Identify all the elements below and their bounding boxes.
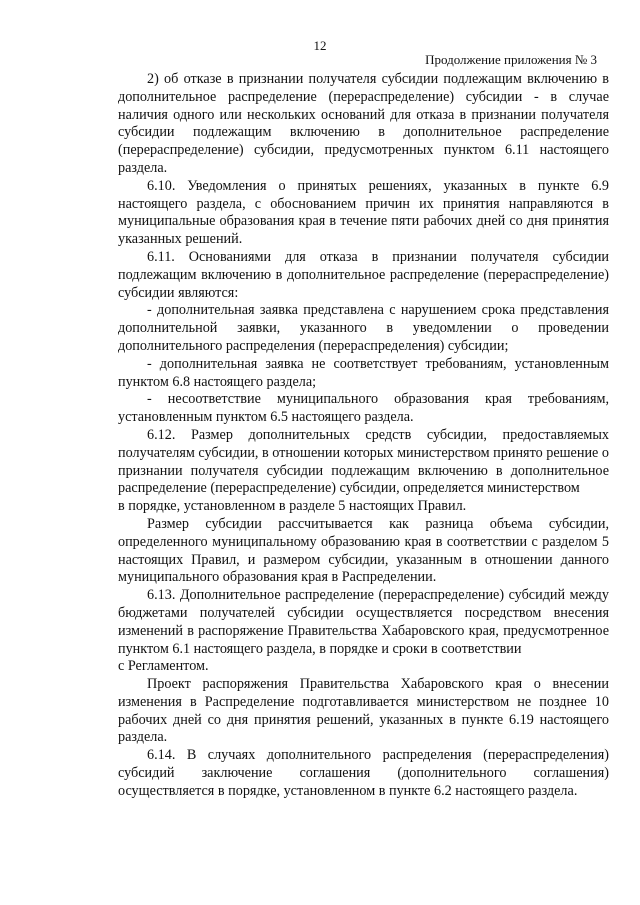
paragraph-6-14: 6.14. В случаях дополнительного распределения (перераспределения) субсидий заключение соглашения (дополнительного соглашения) осуществляется в порядке, установленном в пункте 6.2 настоящего раздела.	[118, 747, 609, 799]
refusal-ground-deadline: - дополнительная заявка представлена с нарушением срока представления дополнительной заявки, указанного в уведомлении о проведении дополнительного распределения (перераспределения) субсидии;	[118, 302, 609, 354]
paragraph-6-13: 6.13. Дополнительное распределение (перераспределение) субсидий между бюджетами получателей субсидии осуществляется посредством внесения изменений в распоряжение Правительства Хабаровского края, предусмотренное пунктом 6.1 настоящего раздела, в порядке и сроки в соответствии	[118, 587, 609, 657]
document-body	[118, 71, 609, 801]
paragraph-6-11: 6.11. Основаниями для отказа в признании получателя субсидии подлежащим включению в дополнительное распределение (перераспределение) субсидии являются:	[118, 248, 609, 301]
paragraph-6-10: 6.10. Уведомления о принятых решениях, указанных в пункте 6.9 настоящего раздела, с обоснованием причин их принятия направляются в муниципальные образования края в течение пяти рабочих дней со дня принятия указанных решений.	[118, 177, 609, 248]
paragraph-6-12: 6.12. Размер дополнительных средств субсидии, предоставляемых получателям субсидии, в отношении которых министерством принято решение о признании получателя субсидии подлежащим включению в дополнительное распределение (перераспределение) субсидии, определяется министерством	[118, 426, 609, 497]
paragraph-subsidy-calculation: Размер субсидии рассчитывается как разница объема субсидии, определенного муниципальному образованию края в соответствии с разделом 5 настоящих Правил, и размером субсидии, указанным в отношении данного муниципального образования края в Распределении.	[118, 515, 609, 586]
paragraph-6-13-continuation: с Регламентом.	[118, 658, 209, 675]
page-number: 12	[313, 38, 327, 53]
paragraph-6-12-continuation: в порядке, установленном в разделе 5 настоящих Правил.	[118, 498, 467, 515]
refusal-ground-requirements: - дополнительная заявка не соответствует требованиям, установленным пунктом 6.8 настоящего раздела;	[118, 355, 609, 390]
appendix-continuation-note: Продолжение приложения № 3	[425, 52, 597, 67]
paragraph-draft-order: Проект распоряжения Правительства Хабаровского края о внесении изменения в Распределение подготавливается министерством не позднее 10 рабочих дней со дня принятия решений, указанных в пункте 6.19 настоящего раздела.	[118, 676, 609, 746]
paragraph-item-2-refusal: 2) об отказе в признании получателя субсидии подлежащим включению в дополнительное распределение (перераспределение) субсидии - в случае наличия одного или нескольких оснований для отказа в признании получателя субсидии подлежащим включению в дополнительное распределение (перераспределение) субсидии, предусмотренных пунктом 6.11 настоящего раздела.	[118, 71, 609, 176]
refusal-ground-municipality: - несоответствие муниципального образования края требованиям, установленным пунктом 6.5 настоящего раздела.	[118, 391, 609, 426]
